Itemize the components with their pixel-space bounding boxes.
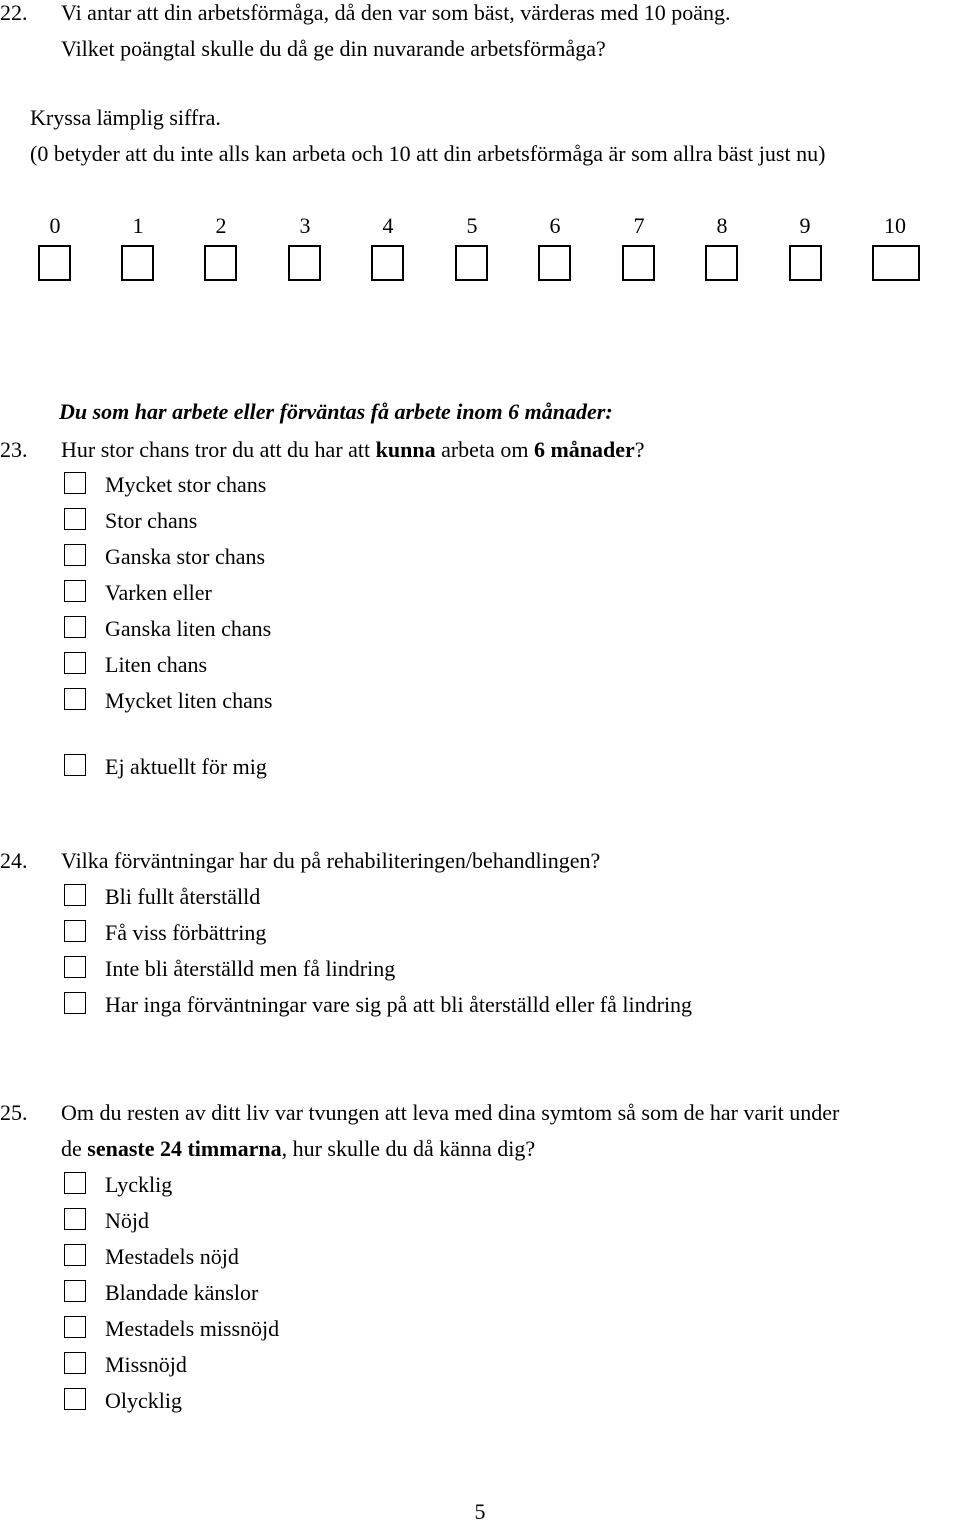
scale-checkbox-10[interactable] [872,245,920,281]
q25-option-label: Mestadels nöjd [105,1244,239,1269]
q25-option-checkbox[interactable] [64,1316,86,1338]
q24-number: 24. [0,848,28,873]
q23-option-checkbox[interactable] [64,544,86,566]
scale-label-3: 3 [299,213,311,238]
scale-checkbox-5[interactable] [455,245,488,281]
scale-label-9: 9 [799,213,811,238]
scale-label-4: 4 [382,213,394,238]
q23-option-label: Mycket stor chans [105,472,267,497]
scale-checkbox-1[interactable] [121,245,154,281]
q25-emphasis: senaste 24 timmarna [87,1136,282,1161]
q22-text-line1: Vi antar att din arbetsförmåga, då den var som bäst, värderas med 10 poäng. [61,0,731,25]
q25-text-part: , hur skulle du då känna dig? [281,1136,536,1161]
q24-option-checkbox[interactable] [64,920,86,942]
q22-explanation: (0 betyder att du inte alls kan arbeta och 10 att din arbetsförmåga är som allra bäst just nu) [30,141,826,166]
q25-option-checkbox[interactable] [64,1172,86,1194]
scale-checkbox-8[interactable] [705,245,738,281]
q25-option-checkbox[interactable] [64,1280,86,1302]
q25-option-label: Blandade känslor [105,1280,259,1305]
q25-option-label: Lycklig [105,1172,173,1197]
q23-emphasis-6-manader: 6 månader [533,437,635,462]
q25-option-checkbox[interactable] [64,1352,86,1374]
q23-option-label: Ganska stor chans [105,544,266,569]
q25-option-label: Nöjd [105,1208,149,1233]
scale-checkbox-3[interactable] [288,245,321,281]
q23-not-applicable-label: Ej aktuellt för mig [105,754,267,779]
q25-option-label: Olycklig [105,1388,182,1413]
q23-text-part: Hur stor chans tror du att du har att [61,437,376,462]
q23-option-checkbox[interactable] [64,688,86,710]
page-number: 5 [474,1499,486,1524]
q25-question-line1: Om du resten av ditt liv var tvungen att leva med dina symtom så som de har varit under [61,1100,840,1125]
q25-option-checkbox[interactable] [64,1208,86,1230]
section-heading: Du som har arbete eller förväntas få arbete inom 6 månader: [59,399,613,424]
scale-checkbox-4[interactable] [371,245,404,281]
q23-emphasis-kunna: kunna [375,437,436,462]
scale-label-7: 7 [633,213,645,238]
scale-label-6: 6 [549,213,561,238]
q23-option-checkbox[interactable] [64,652,86,674]
q25-option-checkbox[interactable] [64,1244,86,1266]
q22-text-line2: Vilket poängtal skulle du då ge din nuvarande arbetsförmåga? [61,36,606,61]
q25-option-checkbox[interactable] [64,1388,86,1410]
q24-option-label: Bli fullt återställd [105,884,261,909]
scale-label-8: 8 [716,213,728,238]
scale-label-2: 2 [215,213,227,238]
q22-number: 22. [0,0,28,25]
q25-text-part: de [61,1136,88,1161]
q23-text-part: arbeta om [435,437,534,462]
q24-option-checkbox[interactable] [64,884,86,906]
q23-text-part: ? [634,437,645,462]
q23-option-checkbox[interactable] [64,616,86,638]
q22-instruction: Kryssa lämplig siffra. [30,105,221,130]
q23-option-label: Liten chans [105,652,208,677]
q23-option-label: Ganska liten chans [105,616,272,641]
scale-checkbox-9[interactable] [789,245,822,281]
q24-option-label: Inte bli återställd men få lindring [105,956,396,981]
scale-label-1: 1 [132,213,144,238]
q24-option-checkbox[interactable] [64,992,86,1014]
q23-number: 23. [0,437,28,462]
q23-option-label: Stor chans [105,508,198,533]
q24-question: Vilka förväntningar har du på rehabiliteringen/behandlingen? [61,848,601,873]
q24-option-label: Få viss förbättring [105,920,267,945]
scale-checkbox-0[interactable] [38,245,71,281]
q23-not-applicable-checkbox[interactable] [64,754,86,776]
scale-label-0: 0 [49,213,61,238]
scale-checkbox-2[interactable] [204,245,237,281]
scale-checkbox-6[interactable] [538,245,571,281]
q23-option-checkbox[interactable] [64,472,86,494]
q23-option-label: Varken eller [105,580,212,605]
q25-number: 25. [0,1100,28,1125]
q25-option-label: Mestadels missnöjd [105,1316,280,1341]
q23-option-checkbox[interactable] [64,508,86,530]
q24-option-checkbox[interactable] [64,956,86,978]
q25-option-label: Missnöjd [105,1352,187,1377]
q23-option-checkbox[interactable] [64,580,86,602]
scale-label-10: 10 [884,213,906,238]
q25-question-line2 [61,1136,535,1162]
q23-question [61,437,645,463]
scale-label-5: 5 [466,213,478,238]
scale-checkbox-7[interactable] [622,245,655,281]
q24-option-label: Har inga förväntningar vare sig på att bli återställd eller få lindring [105,992,693,1017]
q23-option-label: Mycket liten chans [105,688,273,713]
